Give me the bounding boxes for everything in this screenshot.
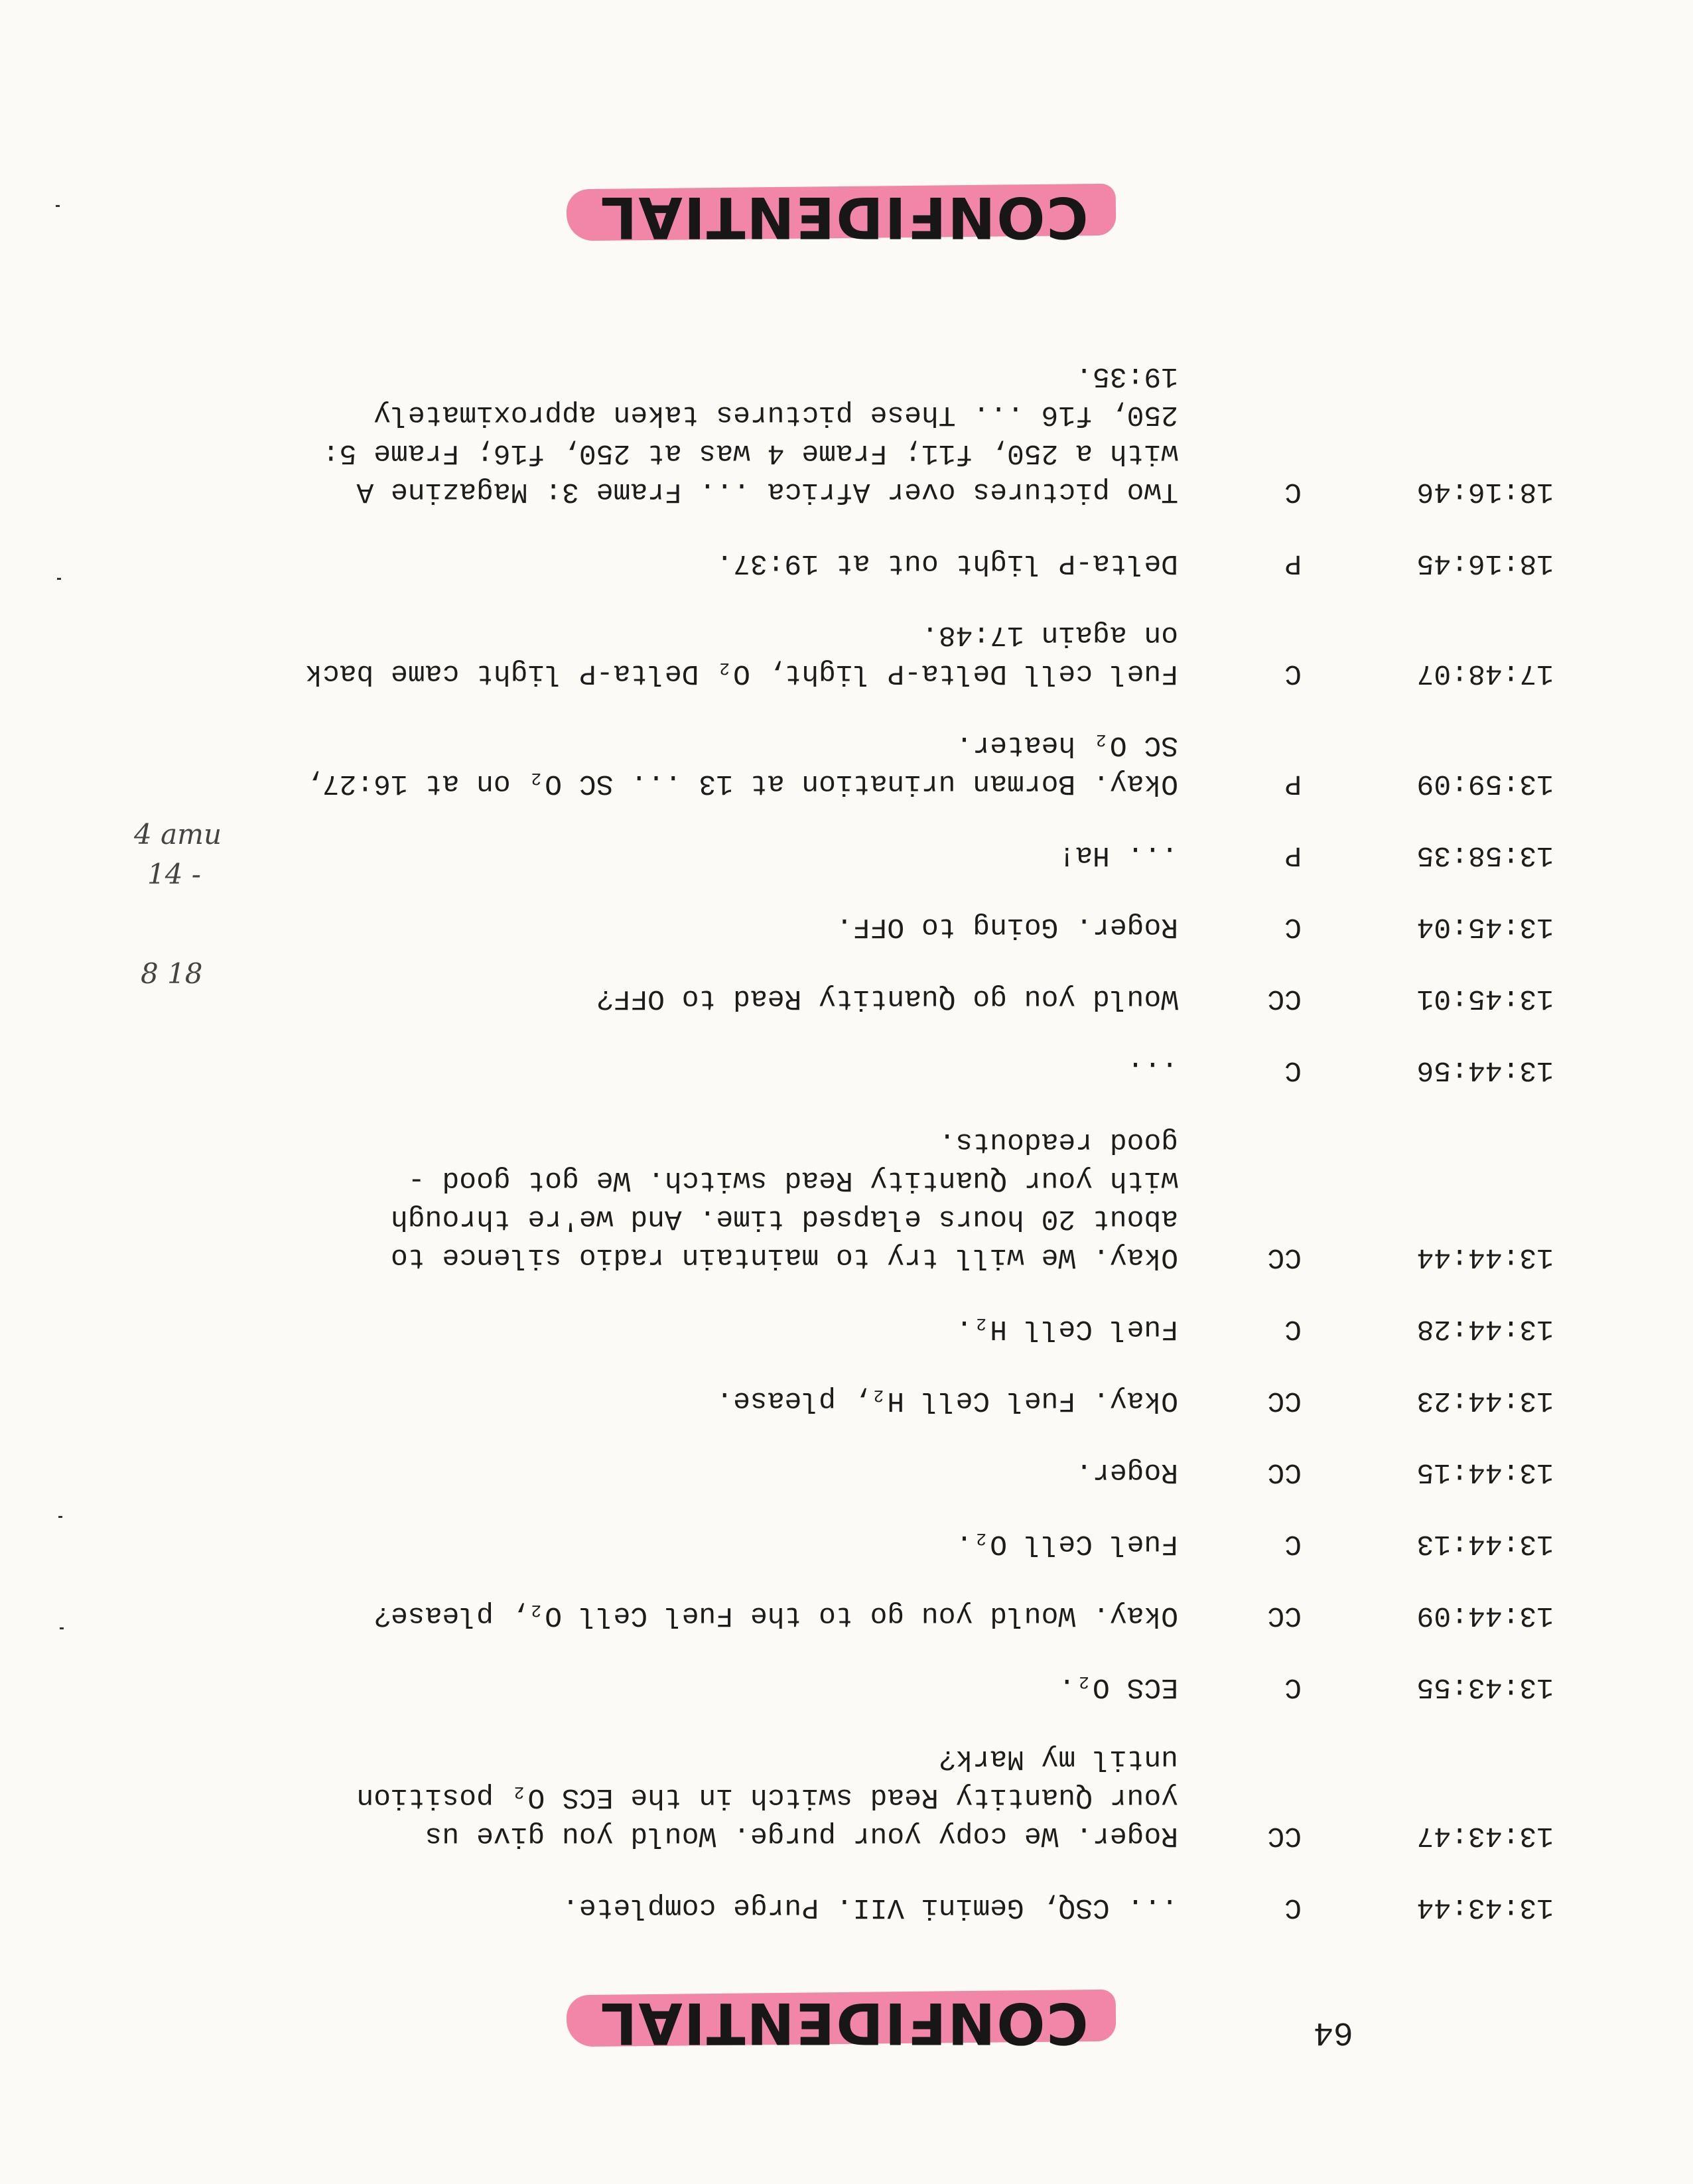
entry-speaker: CC: [1267, 1241, 1302, 1274]
transcript-entry: [127, 1310, 1554, 1348]
entry-text: Roger. We copy your purge. Would you give us your Quantity Read switch in the ECS O₂ position until my Mark?: [356, 1743, 1178, 1852]
entry-text: ... Ha!: [1058, 839, 1178, 872]
entry-text: Two pictures over Africa ... Frame 3: Magazine A with a 250, f11; Frame 4 was at 250, f16; Frame 5: 250, f16 ... These pictures taken approximately 19:35.: [322, 360, 1178, 508]
entry-text: Okay. We will try to maintain radio silence to about 20 hours elapsed time. And we're through with your Quantity Read switch. We got good - good readouts.: [391, 1126, 1178, 1274]
transcript-entry: [127, 1051, 1554, 1089]
entry-speaker: C: [1284, 1891, 1302, 1924]
entry-text: Roger.: [1075, 1456, 1178, 1489]
entry-speaker: CC: [1267, 1600, 1302, 1632]
entry-timestamp: 13:43:55: [1416, 1671, 1554, 1704]
entry-speaker: C: [1284, 657, 1302, 690]
handwritten-line: 8 18: [141, 957, 203, 990]
handwritten-line: 14 -: [147, 858, 201, 890]
entry-text: Fuel cell Delta-P light, O₂ Delta-P light came back on again 17:48.: [305, 619, 1178, 690]
confidential-stamp-text: CONFIDENTIAL: [599, 184, 1089, 250]
transcript-entry: [127, 726, 1554, 803]
entry-timestamp: 13:44:44: [1416, 1241, 1554, 1274]
entry-speaker: CC: [1267, 1820, 1302, 1852]
confidential-stamp-bottom: [565, 178, 1122, 255]
entry-text: ECS O₂.: [1058, 1671, 1178, 1704]
entry-timestamp: 13:43:44: [1416, 1891, 1554, 1924]
margin-tick-mark: [56, 205, 60, 207]
transcript-entry: [127, 1123, 1554, 1276]
entry-timestamp: 13:44:15: [1416, 1456, 1554, 1489]
margin-tick-mark: [58, 1516, 62, 1518]
entry-timestamp: 13:44:56: [1416, 1054, 1554, 1087]
entry-text: Delta-P light out at 19:37.: [716, 547, 1178, 580]
handwritten-note-svg: [121, 804, 240, 1003]
entry-speaker: C: [1284, 476, 1302, 508]
transcript-entry: [127, 836, 1554, 874]
transcript-entry: [127, 616, 1554, 693]
confidential-stamp-top: [565, 1984, 1122, 2061]
entry-speaker: CC: [1267, 983, 1302, 1015]
entry-timestamp: 13:44:28: [1416, 1313, 1554, 1345]
entry-speaker: CC: [1267, 1456, 1302, 1489]
handwritten-margin-note: [121, 804, 240, 1003]
margin-tick-mark: [57, 578, 61, 580]
entry-timestamp: 13:44:13: [1416, 1528, 1554, 1560]
confidential-stamp-text: CONFIDENTIAL: [599, 1990, 1089, 2056]
entry-speaker: C: [1284, 1671, 1302, 1704]
entry-timestamp: 13:44:09: [1416, 1600, 1554, 1632]
entry-speaker: C: [1284, 1528, 1302, 1560]
entry-text: Would you go Quantity Read to OFF?: [596, 983, 1178, 1015]
transcript-entry: [127, 1381, 1554, 1420]
transcript-entry: [127, 1888, 1554, 1927]
entry-text: ... CSQ, Gemini VII. Purge complete.: [562, 1891, 1178, 1924]
entry-timestamp: 13:44:23: [1416, 1385, 1554, 1417]
transcript-entry: [127, 908, 1554, 946]
entry-speaker: P: [1284, 768, 1302, 800]
entry-speaker: P: [1284, 839, 1302, 872]
entry-timestamp: 18:16:46: [1416, 476, 1554, 508]
entry-text: Roger. Going to OFF.: [835, 911, 1178, 943]
entry-timestamp: 13:59:09: [1416, 768, 1554, 800]
entry-speaker: P: [1284, 547, 1302, 580]
transcript-entry: [127, 1525, 1554, 1563]
entry-speaker: CC: [1267, 1385, 1302, 1417]
entry-timestamp: 17:48:07: [1416, 657, 1554, 690]
transcript-entry: [127, 544, 1554, 582]
entry-timestamp: 13:43:47: [1416, 1820, 1554, 1852]
entry-timestamp: 13:58:35: [1416, 839, 1554, 872]
transcript-entry: [127, 1453, 1554, 1491]
handwritten-line: 4 amu: [134, 818, 222, 851]
entry-timestamp: 13:45:04: [1416, 911, 1554, 943]
entry-text: Fuel Cell O₂.: [955, 1528, 1178, 1560]
transcript-entry: [127, 1596, 1554, 1635]
entry-speaker: C: [1284, 1313, 1302, 1345]
margin-tick-mark: [60, 1627, 64, 1629]
entry-text: Okay. Borman urination at 13 ... SC O₂ on at 16:27, SC O₂ heater.: [305, 729, 1178, 800]
transcript-entry: [127, 1740, 1554, 1855]
page-number: 64: [1313, 2013, 1353, 2051]
entry-text: Okay. Would you go to the Fuel Cell O₂, please?: [373, 1600, 1178, 1632]
entry-text: Okay. Fuel Cell H₂, please.: [716, 1385, 1178, 1417]
entry-timestamp: 18:16:45: [1416, 547, 1554, 580]
entry-timestamp: 13:45:01: [1416, 983, 1554, 1015]
transcript-entry: [127, 1668, 1554, 1706]
entry-speaker: C: [1284, 1054, 1302, 1087]
entry-speaker: C: [1284, 911, 1302, 943]
entry-text: ...: [1126, 1054, 1178, 1087]
transcript-entry: [127, 357, 1554, 511]
entry-text: Fuel Cell H₂.: [955, 1313, 1178, 1345]
transcript-entry: [127, 979, 1554, 1018]
